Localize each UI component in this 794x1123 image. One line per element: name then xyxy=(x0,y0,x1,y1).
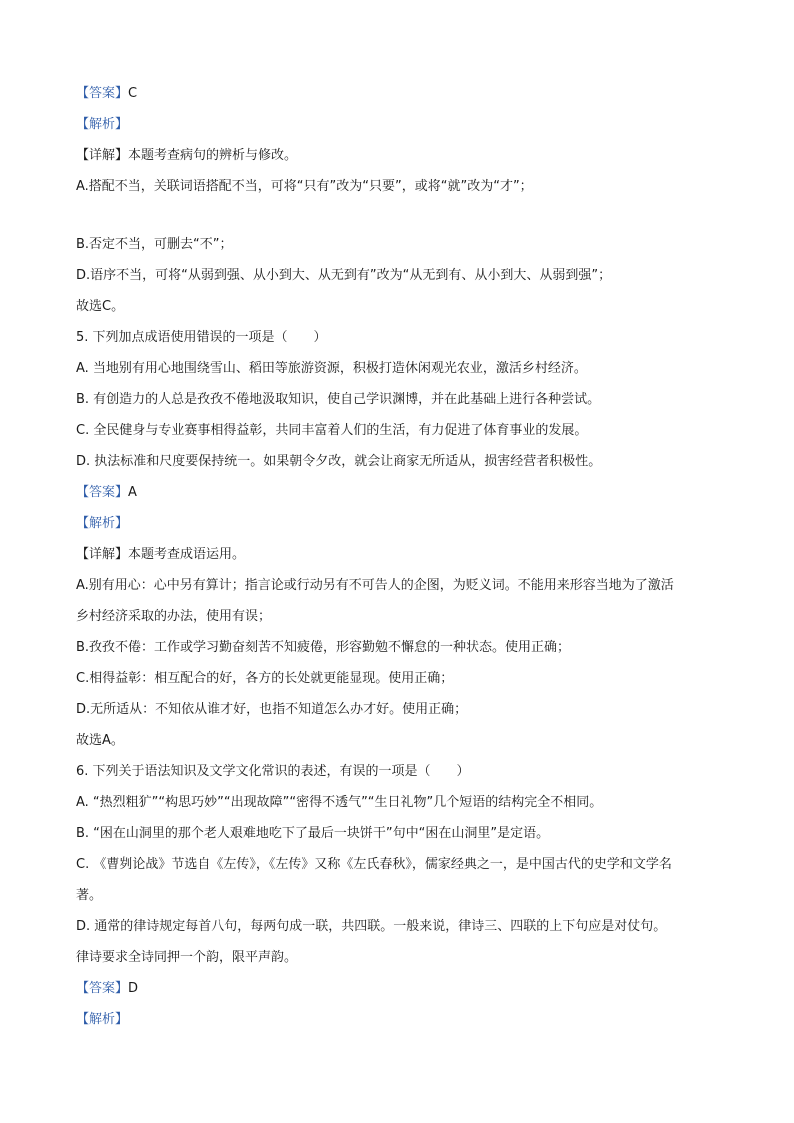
analysis-tag: 【解析】 xyxy=(76,516,129,531)
explanation-line: 乡村经济采取的办法，使用有误； xyxy=(76,609,272,624)
answer-label-2 xyxy=(76,477,726,508)
question-stem: 5. 下列加点成语使用错误的一项是（ ） xyxy=(76,330,327,345)
answer-tag: 【答案】 xyxy=(76,981,129,996)
explanation-line: C.相得益彰：相互配合的好，各方的长处就更能显现。使用正确； xyxy=(76,671,454,686)
option-line: A. “热烈粗犷”“构思巧妙”“出现故障”“密得不透气”“生日礼物”几个短语的结构完全不相同。 xyxy=(76,795,603,810)
analysis-label-2 xyxy=(76,508,726,539)
answer-label-3 xyxy=(76,973,726,1004)
detail-line: 【详解】本题考查成语运用。 xyxy=(76,547,246,562)
option-line: A. 当地别有用心地围绕雪山、稻田等旅游资源，积极打造休闲观光农业，激活乡村经济。 xyxy=(76,361,587,376)
explanation-line: D.无所适从：不知依从谁才好，也指不知道怎么办才好。使用正确； xyxy=(76,702,468,717)
analysis-tag: 【解析】 xyxy=(76,1012,129,1027)
analysis-label-1 xyxy=(76,109,726,140)
answer-tag: 【答案】 xyxy=(76,86,129,101)
answer-value: A xyxy=(128,485,137,500)
option-line: 著。 xyxy=(76,888,103,903)
spacer xyxy=(76,202,726,229)
answer-label-1 xyxy=(76,78,726,109)
option-line: B. 有创造力的人总是孜孜不倦地汲取知识，使自己学识渊博，并在此基础上进行各种尝试。 xyxy=(76,392,601,407)
option-line: D. 通常的律诗规定每首八句，每两句成一联，共四联。一般来说，律诗三、四联的上下句应是对仗句。 xyxy=(76,919,667,934)
detail-line: 【详解】本题考查病句的辨析与修改。 xyxy=(76,148,298,163)
analysis-label-3 xyxy=(76,1004,726,1035)
explanation-line: B.孜孜不倦：工作或学习勤奋刻苦不知疲倦，形容勤勉不懈怠的一种状态。使用正确； xyxy=(76,640,571,655)
answer-value: C xyxy=(128,86,138,101)
option-line: D. 执法标准和尺度要保持统一。如果朝令夕改，就会让商家无所适从，损害经营者积极性。 xyxy=(76,454,602,469)
analysis-tag: 【解析】 xyxy=(76,117,129,132)
conclusion-line: 故选A。 xyxy=(76,733,124,748)
explanation-line: A.搭配不当，关联词语搭配不当，可将“只有”改为“只要”，或将“就”改为“才”； xyxy=(76,179,533,194)
question-stem: 6. 下列关于语法知识及文学文化常识的表述，有误的一项是（ ） xyxy=(76,764,470,779)
option-line: B. “困在山洞里的那个老人艰难地吃下了最后一块饼干”句中“困在山洞里”是定语。 xyxy=(76,826,550,841)
explanation-line: D.语序不当，可将“从弱到强、从小到大、从无到有”改为“从无到有、从小到大、从弱到强”； xyxy=(76,268,612,283)
answer-value: D xyxy=(128,981,139,996)
answer-tag: 【答案】 xyxy=(76,485,129,500)
explanation-line: B.否定不当，可删去“不”； xyxy=(76,237,233,252)
option-line: C. 全民健身与专业赛事相得益彰，共同丰富着人们的生活，有力促进了体育事业的发展。 xyxy=(76,423,588,438)
explanation-line: A.别有用心：心中另有算计；指言论或行动另有不可告人的企图，为贬义词。不能用来形容当地为了激活 xyxy=(76,578,674,593)
conclusion-line: 故选C。 xyxy=(76,299,125,314)
document-body xyxy=(76,78,726,1035)
option-line: C. 《曹刿论战》节选自《左传》，《左传》又称《左氏春秋》，儒家经典之一，是中国古代的史学和文学名 xyxy=(76,857,672,872)
option-line: 律诗要求全诗同押一个韵，限平声韵。 xyxy=(76,950,298,965)
